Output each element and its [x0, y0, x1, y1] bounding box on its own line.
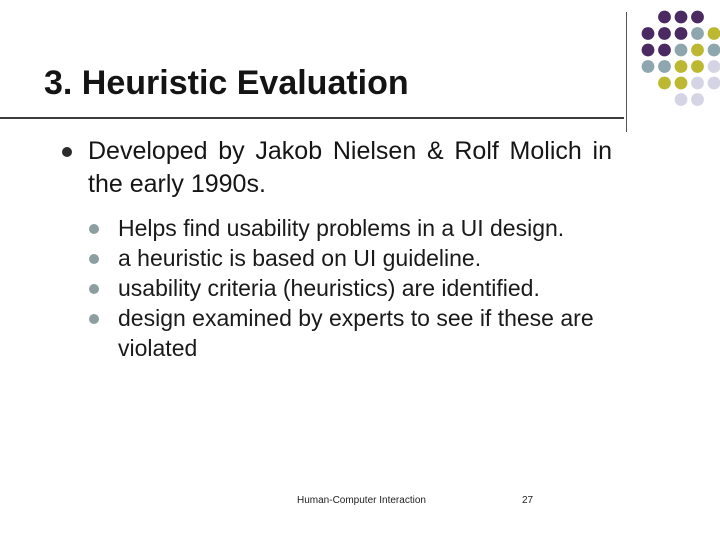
sub-point-text: a heuristic is based on UI guideline.: [118, 245, 482, 271]
teal-dot: [708, 44, 720, 57]
sub-point-list: [88, 213, 618, 363]
lavender-dot: [675, 93, 688, 106]
title-underline: [0, 117, 624, 119]
sub-point-text: Helps find usability problems in a UI design.: [118, 215, 565, 241]
list-item: [88, 273, 618, 303]
purple-dot: [691, 11, 704, 24]
teal-dot: [691, 27, 704, 40]
sub-point-text: design examined by experts to see if these are violated: [118, 305, 594, 361]
purple-dot: [658, 27, 671, 40]
teal-dot: [658, 60, 671, 73]
olive-dot: [675, 77, 688, 90]
olive-dot: [658, 77, 671, 90]
purple-dot: [675, 11, 688, 24]
purple-dot: [642, 27, 655, 40]
sub-bullet-icon: [89, 314, 99, 324]
purple-dot: [642, 44, 655, 57]
olive-dot: [691, 44, 704, 57]
page-number: 27: [522, 495, 534, 506]
main-bullet-icon: [62, 147, 72, 157]
list-item: [88, 303, 618, 363]
main-point-text: Developed by Jakob Nielsen & Rolf Molich in the early 1990s.: [88, 137, 612, 198]
lavender-dot: [691, 93, 704, 106]
sub-bullet-icon: [89, 224, 99, 234]
sub-bullet-icon: [89, 284, 99, 294]
olive-dot: [691, 60, 704, 73]
olive-dot: [708, 27, 720, 40]
footer-text: Human-Computer Interaction: [297, 495, 426, 506]
teal-dot: [675, 44, 688, 57]
vertical-divider: [626, 12, 627, 132]
list-item: [88, 243, 618, 273]
purple-dot: [658, 44, 671, 57]
purple-dot: [675, 27, 688, 40]
lavender-dot: [691, 77, 704, 90]
lavender-dot: [708, 60, 720, 73]
list-item: [88, 213, 618, 243]
teal-dot: [642, 60, 655, 73]
sub-bullet-icon: [89, 254, 99, 264]
sub-point-text: usability criteria (heuristics) are identified.: [118, 275, 540, 301]
slide-title: 3. Heuristic Evaluation: [44, 64, 409, 102]
lavender-dot: [708, 77, 720, 90]
olive-dot: [675, 60, 688, 73]
purple-dot: [658, 11, 671, 24]
